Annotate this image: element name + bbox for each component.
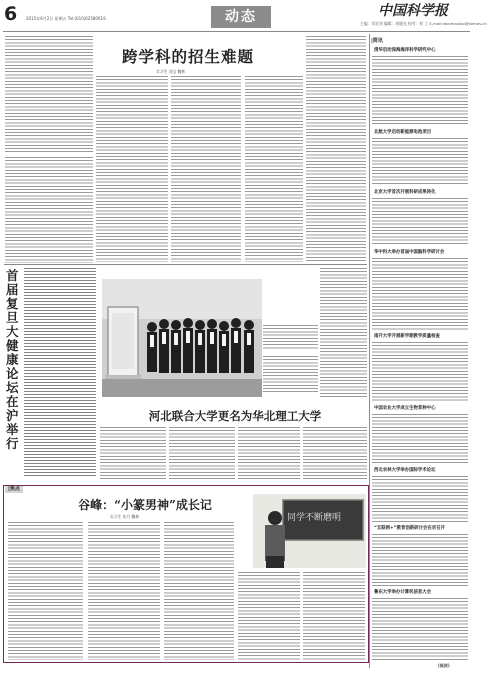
brief-text-8 [372, 534, 468, 586]
feature-text-col-5 [303, 572, 365, 660]
briefs-header: |简讯 [371, 38, 383, 44]
photo-caption [263, 325, 318, 349]
lead-text-column-5 [306, 36, 366, 262]
newspaper-masthead: 中国科学报 [378, 3, 448, 19]
story-text-col-2 [169, 427, 235, 479]
brief-text-2 [372, 138, 468, 186]
story-text-col-1 [100, 427, 166, 479]
story-text-col-3 [238, 427, 300, 479]
brief-title-2: 北航大学启动新能源电池项目 [374, 130, 432, 135]
brief-text-1 [372, 56, 468, 126]
brief-title-6: 中国农业大学成立生物育种中心 [374, 406, 436, 411]
feature-text-col-4 [238, 572, 300, 660]
brief-text-7 [372, 476, 468, 522]
issue-date-line: 2015年6月2日 星期五 Tel:(010)62580619 [26, 16, 106, 21]
photo-side-text [320, 268, 367, 398]
blackboard-text: 同学不断磨明 [287, 513, 342, 523]
brief-text-9 [372, 598, 468, 660]
feature-text-col-2 [88, 522, 160, 660]
brief-title-7: 西北农林大学举办国际学术论坛 [374, 468, 436, 473]
brief-title-5: 南开大学开展新学期教学质量检查 [374, 334, 440, 339]
lead-text-column-2 [96, 76, 168, 262]
side-article-text [24, 268, 96, 478]
lead-text-column-1b [5, 157, 93, 263]
page-number: 6 [4, 3, 18, 25]
photo-caption-2 [263, 356, 318, 394]
lead-text-column-3 [171, 76, 241, 262]
side-vertical-headline: 首届复旦大健康论坛在沪举行 [6, 268, 19, 451]
brief-title-9: 鲁东大学举办计算机信息大会 [374, 590, 432, 595]
lead-text-column-1 [5, 36, 93, 154]
lead-byline: 实习生 刘宝 魏林 [156, 69, 185, 74]
brief-title-3: 北京大学首次开展科研成果转化 [374, 190, 436, 195]
photo-story-headline: 河北联合大学更名为华北理工大学 [148, 409, 322, 423]
corner-credit: (陈波) [438, 663, 450, 668]
feature-text-col-3 [164, 522, 234, 660]
lead-text-column-4 [245, 76, 303, 262]
header-rule [3, 31, 470, 32]
brief-text-3 [372, 198, 468, 246]
photo-illustration [102, 279, 262, 397]
feature-photo [253, 494, 366, 568]
story-text-col-4 [303, 427, 367, 479]
section-tab: 动态 [211, 6, 271, 28]
brief-text-6 [372, 414, 468, 464]
brief-text-5 [372, 342, 468, 402]
lead-bottom-rule [4, 264, 367, 265]
feature-tag: |焦点 [5, 486, 23, 493]
brief-title-8: “互联网+”教育创新研讨会在京召开 [374, 526, 445, 531]
students-group-photo [102, 279, 262, 397]
lead-headline: 跨学科的招生难题 [121, 48, 254, 66]
feature-text-col-1 [8, 522, 83, 660]
brief-text-4 [372, 258, 468, 330]
brief-title-4: 华中科大举办首届中国脑科学研讨会 [374, 250, 445, 255]
right-column-divider [369, 34, 370, 668]
feature-headline: 谷峰：“小篆男神”成长记 [78, 498, 212, 512]
blackboard-portrait [253, 494, 366, 568]
brief-title-1: 清华启动深海海洋科学研究中心 [374, 48, 436, 53]
feature-byline: 实习生 张月 魏林 [110, 514, 139, 519]
editor-credits: 主编：刘宏鸿 编辑：胡晓光 校对：何 工 E-mail:lduomaxiao@stimes.cn [360, 21, 487, 26]
